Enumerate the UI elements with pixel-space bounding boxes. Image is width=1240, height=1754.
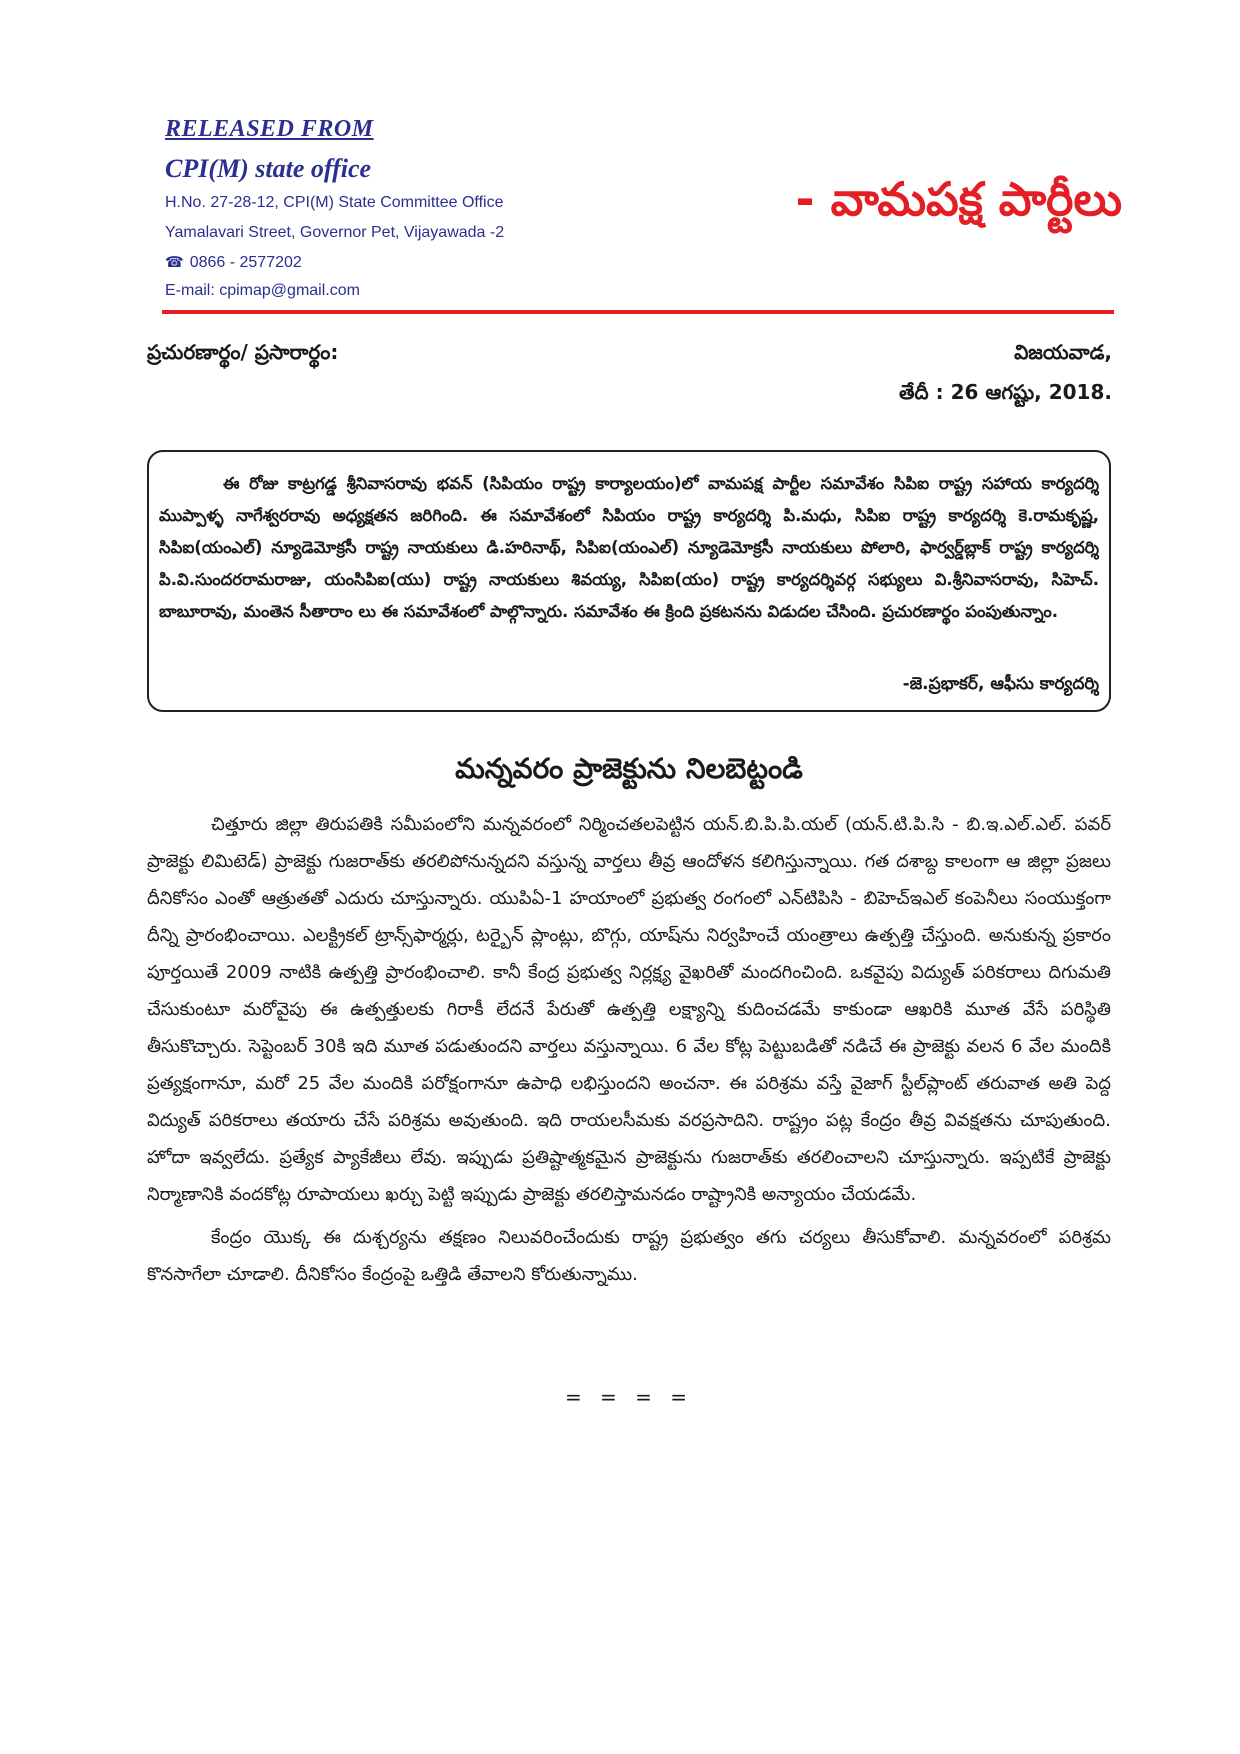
article-body (147, 806, 1111, 1299)
end-mark: = = = = (564, 1385, 694, 1409)
address-line-1: H.No. 27-28-12, CPI(M) State Committee Office (165, 194, 504, 211)
telephone-icon: ☎ (165, 254, 184, 271)
phone-number: 0866 - 2577202 (189, 254, 302, 271)
notice-text: ఈ రోజు కాట్రగడ్డ శ్రీనివాసరావు భవన్ (సిపియం రాష్ట్ర కార్యాలయం)లో వామపక్ష పార్టీల సమావేశం సిపిఐ రాష్ట్ర సహాయ కార్యదర్శి ముప్పాళ్ళ నాగేశ్వరరావు అధ్యక్షతన జరిగింది. ఈ సమావేశంలో సిపియం రాష్ట్ర కార్యదర్శి పి.మధు, సిపిఐ రాష్ట్ర కార్యదర్శి కె.రామకృష్ణ, సిపిఐ(యంఎల్) న్యూడెమోక్రసీ రాష్ట్ర నాయకులు డి.హరినాథ్, సిపిఐ(యంఎల్) న్యూడెమోక్రసీ నాయకులు పోలారి, ఫార్వర్డ్‌బ్లాక్ రాష్ట్ర కార్యదర్శి పి.వి.సుందరరామరాజు, యంసిపిఐ(యు) రాష్ట్ర నాయకులు శివయ్య, సిపిఐ(యం) రాష్ట్ర కార్యదర్శివర్గ సభ్యులు వి.శ్రీనివాసరావు, సిహెచ్. బాబూరావు, మంతెన సీతారాం లు ఈ సమావేశంలో పాల్గొన్నారు. సమావేశం ఈ క్రింది ప్రకటనను విడుదల చేసింది. ప్రచురణార్థం పంపుతున్నాం. (159, 474, 1099, 621)
article-title: మన్నవరం ప్రాజెక్టును నిలబెట్టండి (455, 752, 803, 785)
address-line-2: Yamalavari Street, Governor Pet, Vijayawada -2 (165, 224, 505, 241)
office-name: CPI(M) state office (165, 154, 372, 183)
phone-line (165, 253, 302, 272)
article-paragraph: చిత్తూరు జిల్లా తిరుపతికి సమీపంలోని మన్నవరంలో నిర్మించతలపెట్టిన యన్.బి.పి.పి.యల్ (యన్.టి.పి.సి - బి.ఇ.ఎల్.ఎల్. పవర్ ప్రాజెక్టు లిమిటెడ్) ప్రాజెక్టు గుజరాత్‌కు తరలిపోనున్నదని వస్తున్న వార్తలు తీవ్ర ఆందోళన కలిగిస్తున్నాయి. గత దశాబ్ద కాలంగా ఆ జిల్లా ప్రజలు దీనికోసం ఎంతో ఆత్రుతతో ఎదురు చూస్తున్నారు. యుపిఏ-1 హయాంలో ప్రభుత్వ రంగంలో ఎన్‌టిపిసి - బిహెచ్ఇఎల్ కంపెనీలు సంయుక్తంగా దీన్ని ప్రారంభించాయి. ఎలక్ట్రికల్ ట్రాన్స్‌ఫార్మర్లు, టర్బైన్ ప్లాంట్లు, బొగ్గు, యాష్‌ను నిర్వహించే యంత్రాలు ఉత్పత్తి చేస్తుంది. అనుకున్న ప్రకారం పూర్తయితే 2009 నాటికి ఉత్పత్తి ప్రారంభించాలి. కానీ కేంద్ర ప్రభుత్వ నిర్లక్ష్య వైఖరితో మందగించింది. ఒకవైపు విద్యుత్ పరికరాలు దిగుమతి చేసుకుంటూ మరోవైపు ఈ ఉత్పత్తులకు గిరాకీ లేదనే పేరుతో ఉత్పత్తి లక్ష్యాన్ని కుదించడమే కాకుండా ఆఖరికి మూత వేసే పరిస్థితి తీసుకొచ్చారు. సెప్టెంబర్ 30కి ఇది మూత పడుతుందని వార్తలు వస్తున్నాయి. 6 వేల కోట్ల పెట్టుబడితో నడిచే ఈ ప్రాజెక్టు వలన 6 వేల మందికి ప్రత్యక్షంగానూ, మరో 25 వేల మందికి పరోక్షంగానూ ఉపాధి లభిస్తుందని అంచనా. ఈ పరిశ్రమ వస్తే వైజాగ్ స్టీల్‌ప్లాంట్ తరువాత అతి పెద్ద విద్యుత్ పరికరాలు తయారు చేసే పరిశ్రమ అవుతుంది. ఇది రాయలసీమకు వరప్రసాదిని. రాష్ట్రం పట్ల కేంద్రం తీవ్ర వివక్షతను చూపుతుంది. హోదా ఇవ్వలేదు. ప్రత్యేక ప్యాకేజీలు లేవు. ఇప్పుడు ప్రతిష్టాత్మకమైన ప్రాజెక్టును గుజరాత్‌కు తరలించాలని చూస్తున్నారు. ఇప్పటికే ప్రాజెక్టు నిర్మాణానికి వందకోట్ల రూపాయలు ఖర్చు పెట్టి ఇప్పుడు ప్రాజెక్టు తరలిస్తామనడం రాష్ట్రానికి అన్యాయం చేయడమే. (147, 814, 1111, 1205)
notice-signature: -జె.ప్రభాకర్, ఆఫీసు కార్యదర్శి (902, 674, 1099, 694)
email-line: E-mail: cpimap@gmail.com (165, 282, 360, 299)
notice-box (147, 450, 1111, 712)
article-paragraph: కేంద్రం యొక్క ఈ దుశ్చర్యను తక్షణం నిలువరించేందుకు రాష్ట్ర ప్రభుత్వం తగు చర్యలు తీసుకోవాలి. మన్నవరంలో పరిశ్రమ కొనసాగేలా చూడాలి. దీనికోసం కేంద్రంపై ఒత్తిడి తేవాలని కోరుతున్నాము. (147, 1227, 1111, 1285)
dateline-place: విజయవాడ, (1014, 340, 1112, 364)
released-from-heading: RELEASED FROM (165, 116, 374, 142)
publication-label: ప్రచురణార్థం/ ప్రసారార్థం: (147, 340, 339, 364)
dateline-date: తేదీ : 26 ఆగష్టు, 2018. (898, 380, 1112, 404)
party-title: - వామపక్ష పార్టీలు (795, 172, 1122, 226)
header-divider (162, 310, 1114, 314)
